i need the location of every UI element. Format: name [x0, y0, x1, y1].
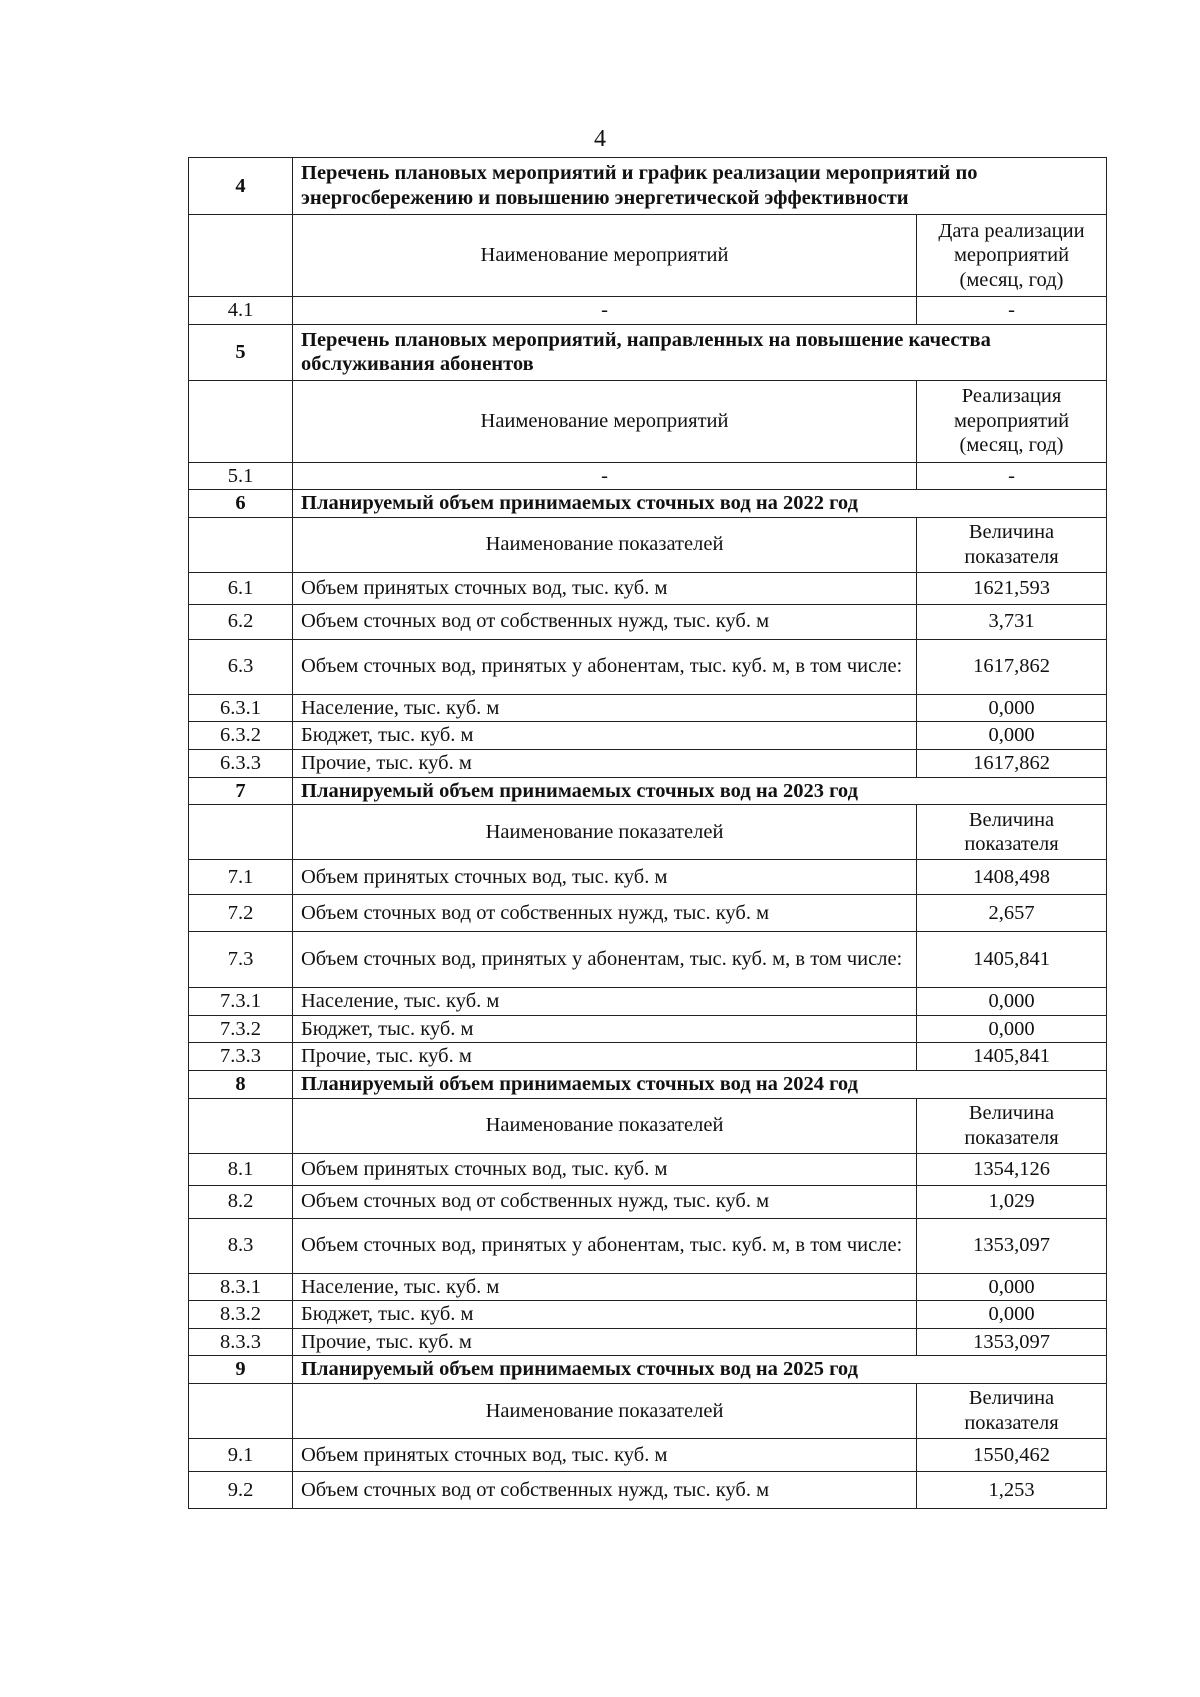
row-value: 1353,097 [917, 1218, 1107, 1273]
row-name: Объем сточных вод от собственных нужд, тыс. куб. м [293, 604, 917, 639]
table-row [189, 1301, 1107, 1329]
blank-cell [189, 805, 293, 860]
table-row [189, 694, 1107, 722]
row-name: Бюджет, тыс. куб. м [293, 1301, 917, 1329]
row-value: 0,000 [917, 1273, 1107, 1301]
column-header-name: Наименование показателей [293, 805, 917, 860]
table-row [189, 895, 1107, 932]
row-value: 1408,498 [917, 860, 1107, 895]
row-number: 7.3.1 [189, 988, 293, 1016]
column-header-row [189, 1098, 1107, 1153]
table-row [189, 572, 1107, 604]
plan-table [188, 157, 1107, 1509]
table-row [189, 604, 1107, 639]
table-row [189, 860, 1107, 895]
table-row [189, 297, 1107, 325]
column-header-name: Наименование показателей [293, 1098, 917, 1153]
table-row [189, 1185, 1107, 1218]
row-value: - [917, 462, 1107, 490]
table-row [189, 749, 1107, 777]
table-row [189, 462, 1107, 490]
row-value: - [917, 297, 1107, 325]
blank-cell [189, 215, 293, 297]
section-title: Планируемый объем принимаемых сточных вод на 2023 год [293, 777, 1107, 805]
column-header-row [189, 1383, 1107, 1438]
table-row [189, 1043, 1107, 1071]
row-number: 7.3 [189, 932, 293, 988]
blank-cell [189, 380, 293, 462]
row-number: 8.2 [189, 1185, 293, 1218]
blank-cell [189, 1383, 293, 1438]
table-row [189, 1438, 1107, 1471]
row-name: Бюджет, тыс. куб. м [293, 1015, 917, 1043]
row-number: 8.3.3 [189, 1328, 293, 1356]
section-header-row [189, 490, 1107, 518]
table-row [189, 932, 1107, 988]
row-name: - [293, 297, 917, 325]
row-value: 1550,462 [917, 1438, 1107, 1471]
table-row [189, 639, 1107, 694]
row-name: Объем принятых сточных вод, тыс. куб. м [293, 1153, 917, 1185]
row-value: 1405,841 [917, 1043, 1107, 1071]
row-number: 6.3 [189, 639, 293, 694]
row-number: 9.1 [189, 1438, 293, 1471]
row-name: Объем принятых сточных вод, тыс. куб. м [293, 860, 917, 895]
page-number: 4 [594, 126, 606, 152]
row-name: Объем принятых сточных вод, тыс. куб. м [293, 1438, 917, 1471]
table-row [189, 988, 1107, 1016]
row-name: Объем сточных вод от собственных нужд, тыс. куб. м [293, 1185, 917, 1218]
section-header-row [189, 1356, 1107, 1384]
row-number: 9.2 [189, 1471, 293, 1508]
section-number: 5 [189, 324, 293, 380]
row-name: Объем сточных вод, принятых у абонентам, тыс. куб. м, в том числе: [293, 1218, 917, 1273]
blank-cell [189, 1098, 293, 1153]
row-value: 2,657 [917, 895, 1107, 932]
row-name: Объем сточных вод от собственных нужд, тыс. куб. м [293, 895, 917, 932]
row-name: Объем сточных вод, принятых у абонентам, тыс. куб. м, в том числе: [293, 639, 917, 694]
row-value: 1,253 [917, 1471, 1107, 1508]
table-row [189, 1328, 1107, 1356]
table-row [189, 722, 1107, 750]
table-row [189, 1218, 1107, 1273]
row-name: Объем принятых сточных вод, тыс. куб. м [293, 572, 917, 604]
column-header-value: Реализация мероприятий (месяц, год) [917, 380, 1107, 462]
section-title: Перечень плановых мероприятий, направленных на повышение качества обслуживания абонентов [293, 324, 1107, 380]
section-number: 7 [189, 777, 293, 805]
row-number: 7.3.2 [189, 1015, 293, 1043]
row-value: 1617,862 [917, 749, 1107, 777]
row-name: Прочие, тыс. куб. м [293, 1328, 917, 1356]
row-name: Прочие, тыс. куб. м [293, 749, 917, 777]
table-row [189, 1153, 1107, 1185]
row-value: 0,000 [917, 1301, 1107, 1329]
row-number: 7.2 [189, 895, 293, 932]
row-value: 0,000 [917, 1015, 1107, 1043]
section-header-row [189, 1070, 1107, 1098]
column-header-name: Наименование показателей [293, 1383, 917, 1438]
section-header-row [189, 158, 1107, 215]
blank-cell [189, 517, 293, 572]
column-header-row [189, 380, 1107, 462]
section-title: Планируемый объем принимаемых сточных вод на 2024 год [293, 1070, 1107, 1098]
row-number: 7.1 [189, 860, 293, 895]
row-value: 1354,126 [917, 1153, 1107, 1185]
row-number: 5.1 [189, 462, 293, 490]
section-number: 8 [189, 1070, 293, 1098]
row-name: Население, тыс. куб. м [293, 988, 917, 1016]
row-number: 7.3.3 [189, 1043, 293, 1071]
column-header-value: Величина показателя [917, 517, 1107, 572]
row-number: 8.3.1 [189, 1273, 293, 1301]
row-name: - [293, 462, 917, 490]
row-name: Население, тыс. куб. м [293, 694, 917, 722]
row-number: 8.3.2 [189, 1301, 293, 1329]
section-number: 6 [189, 490, 293, 518]
section-number: 4 [189, 158, 293, 215]
column-header-row [189, 215, 1107, 297]
row-value: 1621,593 [917, 572, 1107, 604]
row-value: 3,731 [917, 604, 1107, 639]
row-value: 1353,097 [917, 1328, 1107, 1356]
row-number: 8.3 [189, 1218, 293, 1273]
row-name: Объем сточных вод от собственных нужд, тыс. куб. м [293, 1471, 917, 1508]
row-number: 6.1 [189, 572, 293, 604]
row-value: 0,000 [917, 722, 1107, 750]
column-header-value: Величина показателя [917, 1383, 1107, 1438]
row-number: 6.3.3 [189, 749, 293, 777]
row-number: 8.1 [189, 1153, 293, 1185]
column-header-row [189, 517, 1107, 572]
column-header-value: Величина показателя [917, 805, 1107, 860]
column-header-value: Дата реализации мероприятий (месяц, год) [917, 215, 1107, 297]
row-number: 6.2 [189, 604, 293, 639]
column-header-row [189, 805, 1107, 860]
row-name: Бюджет, тыс. куб. м [293, 722, 917, 750]
row-value: 1,029 [917, 1185, 1107, 1218]
row-value: 1617,862 [917, 639, 1107, 694]
row-number: 6.3.2 [189, 722, 293, 750]
column-header-name: Наименование мероприятий [293, 380, 917, 462]
column-header-value: Величина показателя [917, 1098, 1107, 1153]
table-row [189, 1471, 1107, 1508]
row-number: 4.1 [189, 297, 293, 325]
row-value: 1405,841 [917, 932, 1107, 988]
section-header-row [189, 324, 1107, 380]
section-title: Планируемый объем принимаемых сточных вод на 2025 год [293, 1356, 1107, 1384]
row-value: 0,000 [917, 988, 1107, 1016]
row-name: Прочие, тыс. куб. м [293, 1043, 917, 1071]
table-row [189, 1015, 1107, 1043]
section-number: 9 [189, 1356, 293, 1384]
row-value: 0,000 [917, 694, 1107, 722]
row-name: Объем сточных вод, принятых у абонентам, тыс. куб. м, в том числе: [293, 932, 917, 988]
section-header-row [189, 777, 1107, 805]
section-title: Перечень плановых мероприятий и график реализации мероприятий по энергосбережению и повышению энергетической эффективности [293, 158, 1107, 215]
column-header-name: Наименование мероприятий [293, 215, 917, 297]
section-title: Планируемый объем принимаемых сточных вод на 2022 год [293, 490, 1107, 518]
column-header-name: Наименование показателей [293, 517, 917, 572]
row-number: 6.3.1 [189, 694, 293, 722]
table-row [189, 1273, 1107, 1301]
row-name: Население, тыс. куб. м [293, 1273, 917, 1301]
